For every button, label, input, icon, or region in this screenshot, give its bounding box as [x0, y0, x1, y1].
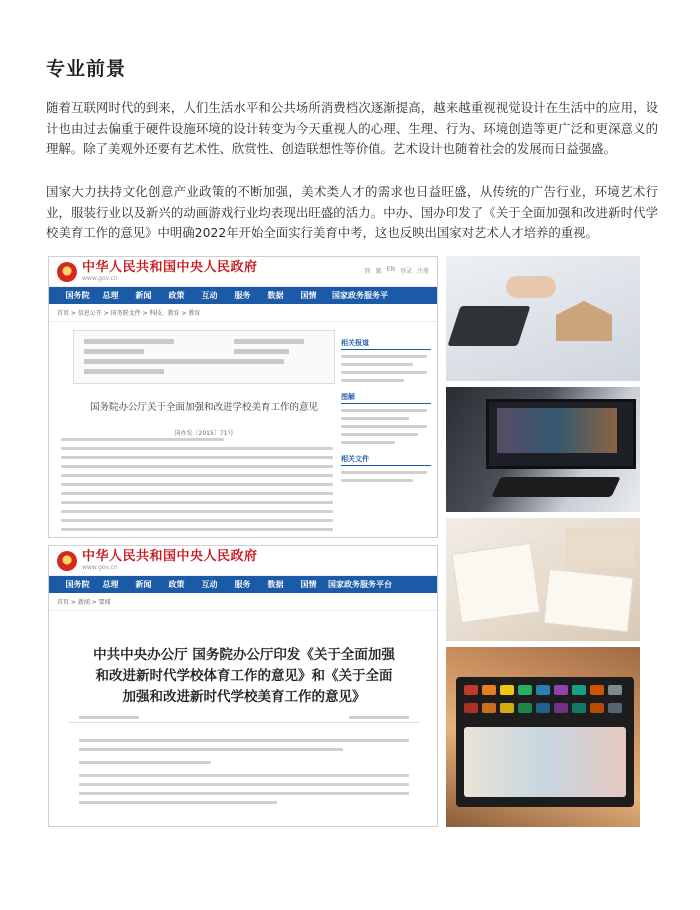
watercolor-palette-photo — [446, 647, 640, 827]
sidebar-heading: 相关文件 — [341, 454, 431, 466]
paragraph-1: 随着互联网时代的到来，人们生活水平和公共场所消费档次逐渐提高，越来越重视视觉设计在生活中的应用，设计也由过去偏重于硬件设施环境的设计转变为今天重视人的心理、生理、行为、环境创造等更广泛和更深意义的理解。除了美观外还要有艺术性、欣赏性、创造联想性等价值。艺术设计也随着社会的发展而日益强盛。 — [46, 100, 658, 156]
document-info-bar — [69, 714, 419, 723]
nav-item[interactable]: 总理 — [102, 291, 119, 300]
nav-item[interactable]: 国情 — [300, 580, 317, 589]
gov-site-url: www.gov.cn — [82, 275, 118, 282]
gov-site-name: 中华人民共和国中央人民政府 — [82, 260, 258, 275]
nav-item[interactable]: 新闻 — [135, 291, 152, 300]
gov-page-screenshot-2 — [48, 545, 438, 827]
breadcrumb: 首页 > 信息公开 > 国务院文件 > 科技、教育 > 教育 — [49, 304, 437, 322]
fashion-sketch-photo — [446, 518, 640, 641]
gov-nav-bar — [49, 576, 437, 593]
nav-item[interactable]: 互动 — [201, 580, 218, 589]
gov-page-screenshot-1 — [48, 256, 438, 538]
top-link[interactable]: 简 — [364, 268, 371, 275]
document-title: 中共中央办公厅 国务院办公厅印发《关于全面加强和改进新时代学校体育工作的意见》和《关于全面加强和改进新时代学校美育工作的意见》 — [93, 647, 395, 705]
top-link[interactable]: 登录 — [399, 268, 412, 275]
nav-item[interactable]: 国务院 — [65, 291, 90, 300]
top-link[interactable]: EN — [386, 266, 395, 273]
gov-top-links — [365, 266, 429, 275]
document-title: 国务院办公厅关于全面加强和改进学校美育工作的意见 — [89, 402, 318, 413]
nav-item[interactable]: 国家政务服务平 — [332, 291, 388, 300]
sidebar-heading: 相关报道 — [341, 338, 431, 350]
section-title: 专业前景 — [46, 58, 127, 80]
nav-item[interactable]: 政策 — [168, 291, 185, 300]
nav-item[interactable]: 服务 — [234, 291, 251, 300]
paragraph-2: 国家大力扶持文化创意产业政策的不断加强，美术类人才的需求也日益旺盛，从传统的广告行业，环境艺术行业，服装行业以及新兴的动画游戏行业均表现出旺盛的活力。中办、国办印发了《关于全面加强和改进新时代学校美育工作的意见》中明确2022年开始全面实行美育中考，这也反映出国家对艺术人才培养的重视。 — [46, 184, 658, 240]
architecture-drawing-photo — [446, 256, 640, 381]
sidebar-heading: 图解 — [341, 392, 431, 404]
nav-item[interactable]: 数据 — [267, 580, 284, 589]
nav-item[interactable]: 政策 — [168, 580, 185, 589]
top-link[interactable]: 注册 — [416, 268, 429, 275]
nav-item[interactable]: 服务 — [234, 580, 251, 589]
gov-nav-bar — [49, 287, 437, 304]
document-body — [61, 438, 333, 538]
national-emblem-icon — [57, 262, 77, 282]
breadcrumb: 首页 > 新闻 > 要闻 — [49, 593, 437, 611]
gov-site-name: 中华人民共和国中央人民政府 — [82, 549, 258, 564]
nav-item[interactable]: 数据 — [267, 291, 284, 300]
gov-header — [49, 546, 437, 576]
nav-item[interactable]: 互动 — [201, 291, 218, 300]
document-meta-box — [73, 330, 335, 384]
video-editing-photo — [446, 387, 640, 512]
nav-item[interactable]: 国家政务服务平台 — [328, 580, 392, 589]
top-link[interactable]: 繁 — [375, 268, 382, 275]
document-body — [79, 739, 409, 810]
document-number: 国办发〔2015〕71号 — [174, 430, 234, 437]
nav-item[interactable]: 国情 — [300, 291, 317, 300]
nav-item[interactable]: 总理 — [102, 580, 119, 589]
gov-site-url: www.gov.cn — [82, 564, 118, 571]
nav-item[interactable]: 国务院 — [65, 580, 90, 589]
national-emblem-icon — [57, 551, 77, 571]
gov-header — [49, 257, 437, 287]
nav-item[interactable]: 新闻 — [135, 580, 152, 589]
related-sidebar — [341, 328, 431, 482]
